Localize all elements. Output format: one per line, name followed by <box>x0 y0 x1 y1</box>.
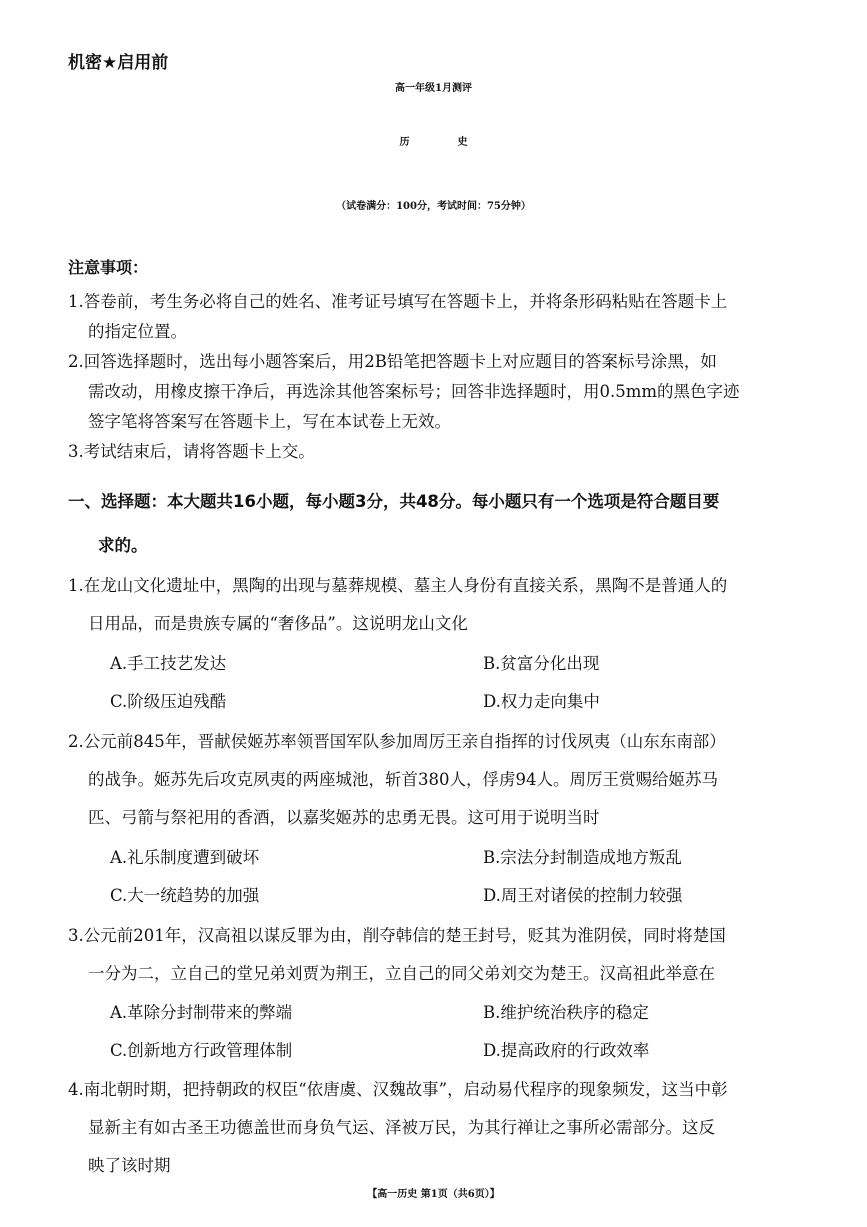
question-1-option-d: D.权力走向集中 <box>483 692 600 711</box>
question-2-option-b: B.宗法分封制造成地方叛乱 <box>483 848 682 867</box>
notice-line: 2.回答选择题时，选出每小题答案后，用2B铅笔把答题卡上对应题目的答案标号涂黑，如 <box>68 352 717 371</box>
notice-line: 1.答卷前，考生务必将自己的姓名、准考证号填写在答题卡上，并将条形码粘贴在答题卡上 <box>68 292 728 311</box>
question-1-line: 日用品，而是贵族专属的“奢侈品”。这说明龙山文化 <box>88 614 468 633</box>
notice-line: 签字笔将答案写在答题卡上，写在本试卷上无效。 <box>88 412 451 431</box>
question-3-line: 3.公元前201年，汉高祖以谋反罪为由，削夺韩信的楚王封号，贬其为淮阴侯，同时将楚国 <box>68 926 726 945</box>
question-3-line: 一分为二，立自己的堂兄弟刘贾为荆王，立自己的同父弟刘交为楚王。汉高祖此举意在 <box>88 964 715 983</box>
question-2-line: 的战争。姬苏先后攻克夙夷的两座城池，斩首380人，俘虏94人。周厉王赏赐给姬苏马 <box>88 770 718 789</box>
notice-title: 注意事项： <box>68 258 149 277</box>
question-2-line: 2.公元前845年，晋献侯姬苏率领晋国军队参加周厉王亲自指挥的讨伐夙夷（山东东南部） <box>68 732 726 751</box>
notice-line: 3.考试结束后，请将答题卡上交。 <box>68 442 315 461</box>
notice-line: 的指定位置。 <box>88 322 187 341</box>
question-4-line: 4.南北朝时期，把持朝政的权臣“依唐虞、汉魏故事”，启动易代程序的现象频发，这当中彰 <box>68 1080 728 1099</box>
question-3-option-a: A.革除分封制带来的弊端 <box>110 1003 293 1022</box>
question-3-option-b: B.维护统治秩序的稳定 <box>483 1003 649 1022</box>
question-4-line: 显新主有如古圣王功德盖世而身负气运、泽被万民，为其行禅让之事所必需部分。这反 <box>88 1118 715 1137</box>
question-1-option-b: B.贫富分化出现 <box>483 654 600 673</box>
exam-title: 高一年级1月测评 <box>395 83 472 94</box>
subject-title: 历史 <box>399 137 516 148</box>
question-1-option-c: C.阶级压迫残酷 <box>110 692 227 711</box>
section-heading: 一、选择题：本大题共16小题，每小题3分，共48分。每小题只有一个选项是符合题目要 <box>68 492 720 511</box>
question-2-line: 匹、弓箭与祭祀用的香酒，以嘉奖姬苏的忠勇无畏。这可用于说明当时 <box>88 808 600 827</box>
confidential-label: 机密★启用前 <box>68 53 169 73</box>
question-2-option-d: D.周王对诸侯的控制力较强 <box>483 886 683 905</box>
section-heading-cont: 求的。 <box>98 536 148 555</box>
question-3-option-c: C.创新地方行政管理体制 <box>110 1041 293 1060</box>
score-info: （试卷满分：100分，考试时间：75分钟） <box>336 201 531 212</box>
question-3-option-d: D.提高政府的行政效率 <box>483 1041 650 1060</box>
notice-line: 需改动，用橡皮擦干净后，再选涂其他答案标号；回答非选择题时，用0.5mm的黑色字迹 <box>88 382 740 401</box>
question-1-option-a: A.手工技艺发达 <box>110 654 227 673</box>
question-2-option-c: C.大一统趋势的加强 <box>110 886 260 905</box>
question-1-line: 1.在龙山文化遗址中，黑陶的出现与墓葬规模、墓主人身份有直接关系，黑陶不是普通人的 <box>68 576 728 595</box>
question-2-option-a: A.礼乐制度遭到破坏 <box>110 848 260 867</box>
page-footer: 【高一历史 第1页（共6页）】 <box>367 1189 500 1200</box>
question-4-line: 映了该时期 <box>88 1156 171 1175</box>
